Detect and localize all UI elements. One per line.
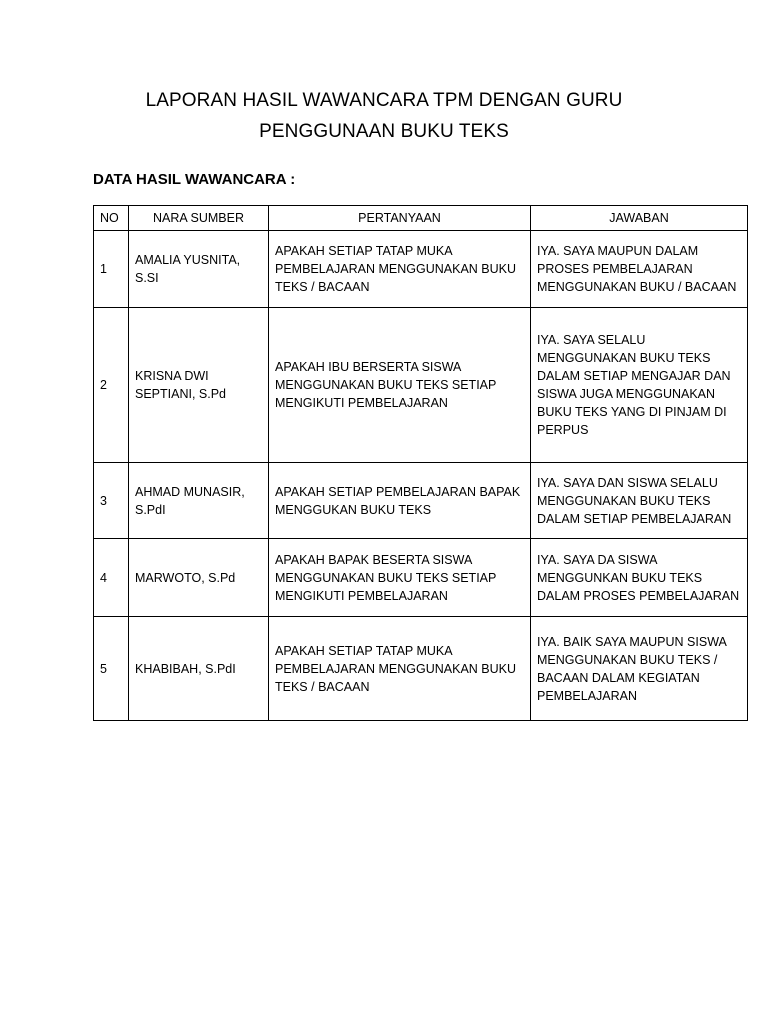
cell-no: 3: [94, 463, 129, 539]
cell-pertanyaan: APAKAH SETIAP PEMBELAJARAN BAPAK MENGGUKAN BUKU TEKS: [269, 463, 531, 539]
cell-jawaban: IYA. SAYA MAUPUN DALAM PROSES PEMBELAJARAN MENGGUNAKAN BUKU / BACAAN: [531, 231, 748, 308]
header-jawaban: JAWABAN: [531, 206, 748, 231]
cell-jawaban: IYA. SAYA DAN SISWA SELALU MENGGUNAKAN BUKU TEKS DALAM SETIAP PEMBELAJARAN: [531, 463, 748, 539]
table-row: [94, 463, 748, 539]
table-row: [94, 539, 748, 617]
document-title-line-2: PENGGUNAAN BUKU TEKS: [259, 121, 509, 142]
cell-jawaban: IYA. SAYA DA SISWA MENGGUNKAN BUKU TEKS DALAM PROSES PEMBELAJARAN: [531, 539, 748, 617]
header-pertanyaan: PERTANYAAN: [269, 206, 531, 231]
header-nara-sumber: NARA SUMBER: [129, 206, 269, 231]
cell-pertanyaan: APAKAH SETIAP TATAP MUKA PEMBELAJARAN MENGGUNAKAN BUKU TEKS / BACAAN: [269, 617, 531, 721]
cell-pertanyaan: APAKAH BAPAK BESERTA SISWA MENGGUNAKAN BUKU TEKS SETIAP MENGIKUTI PEMBELAJARAN: [269, 539, 531, 617]
cell-no: 2: [94, 308, 129, 463]
cell-nara-sumber: KRISNA DWI SEPTIANI, S.Pd: [129, 308, 269, 463]
cell-jawaban: IYA. BAIK SAYA MAUPUN SISWA MENGGUNAKAN BUKU TEKS / BACAAN DALAM KEGIATAN PEMBELAJARAN: [531, 617, 748, 721]
table-header-row: [94, 206, 748, 231]
cell-nara-sumber: MARWOTO, S.Pd: [129, 539, 269, 617]
cell-no: 5: [94, 617, 129, 721]
cell-no: 4: [94, 539, 129, 617]
interview-table: [93, 205, 748, 721]
cell-no: 1: [94, 231, 129, 308]
cell-pertanyaan: APAKAH IBU BERSERTA SISWA MENGGUNAKAN BUKU TEKS SETIAP MENGIKUTI PEMBELAJARAN: [269, 308, 531, 463]
cell-nara-sumber: AHMAD MUNASIR, S.PdI: [129, 463, 269, 539]
cell-pertanyaan: APAKAH SETIAP TATAP MUKA PEMBELAJARAN MENGGUNAKAN BUKU TEKS / BACAAN: [269, 231, 531, 308]
header-no: NO: [94, 206, 129, 231]
table-row: [94, 617, 748, 721]
table-row: [94, 231, 748, 308]
cell-nara-sumber: KHABIBAH, S.PdI: [129, 617, 269, 721]
section-heading: DATA HASIL WAWANCARA :: [93, 171, 296, 188]
cell-nara-sumber: AMALIA YUSNITA, S.SI: [129, 231, 269, 308]
document-title-line-1: LAPORAN HASIL WAWANCARA TPM DENGAN GURU: [145, 90, 623, 111]
cell-jawaban: IYA. SAYA SELALU MENGGUNAKAN BUKU TEKS DALAM SETIAP MENGAJAR DAN SISWA JUGA MENGGUNAKAN BUKU TEKS YANG DI PINJAM DI PERPUS: [531, 308, 748, 463]
table-row: [94, 308, 748, 463]
